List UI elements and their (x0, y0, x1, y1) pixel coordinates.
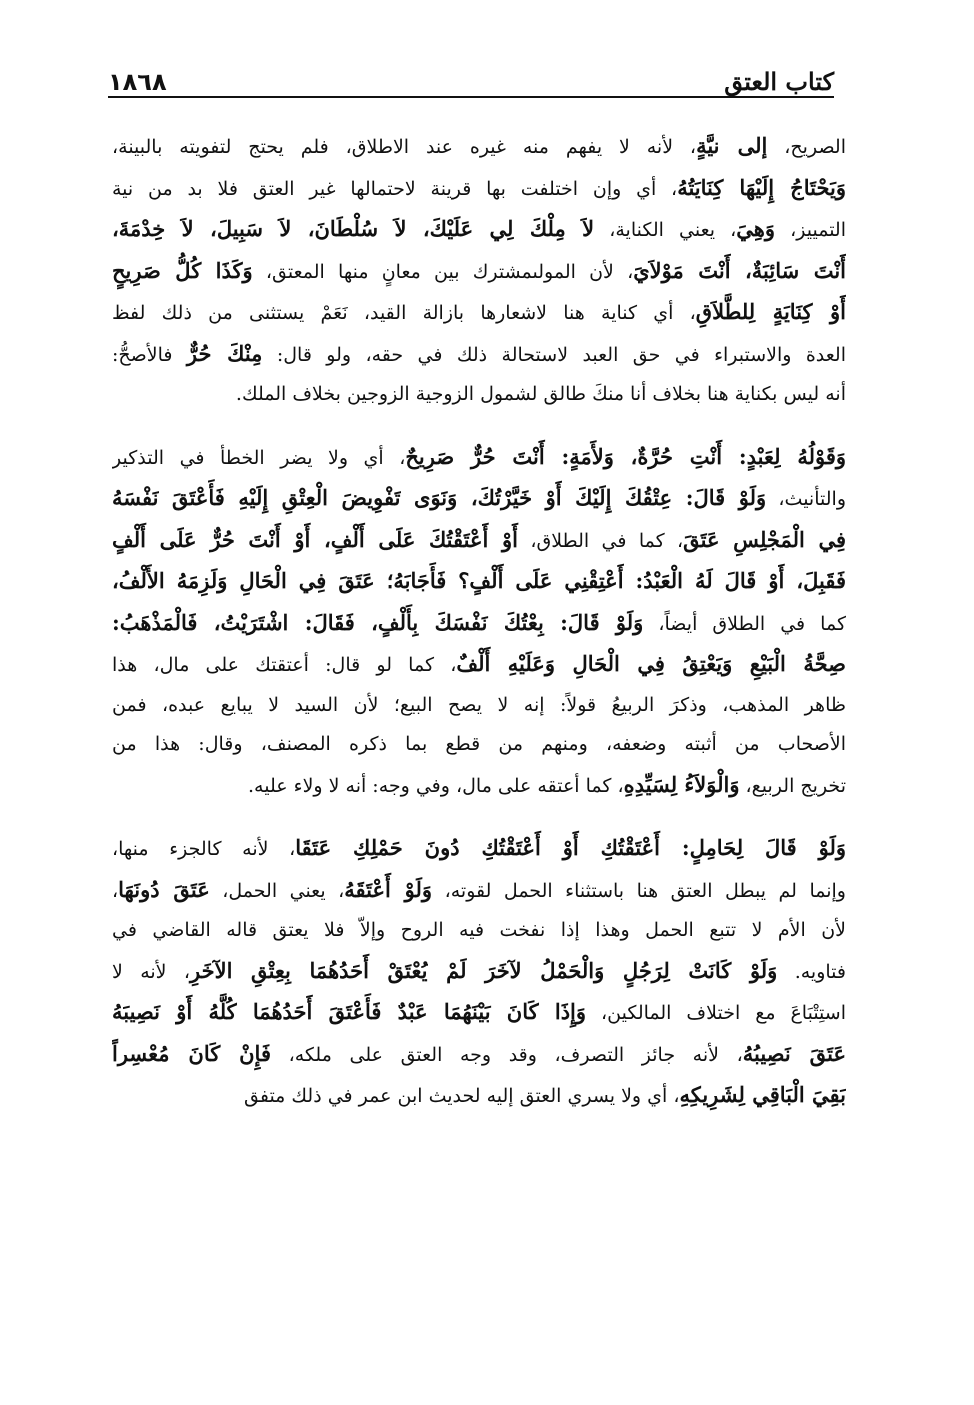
matn-text: وَيَحْتَاجُ إِلَيْهَا كِنَايَتُهُ (677, 174, 846, 200)
matn-text: وَلَوْ قَالَ: عِتْقُكَ إِلَيْكَ أَوْ خَيَّرْتُكَ، وَنَوَى تَفْوِيضَ الْعِتْقِ إِلَيْهِ فَأَعْتَقَ نَفْسَهُ (112, 485, 767, 510)
text-line (112, 292, 846, 334)
text-line (112, 1075, 846, 1117)
matn-text: فَقَبِلَ، أَوْ قَالَ لَهُ الْعَبْدُ: أَعْتِقْنِي عَلَى أَلْفٍ؟ فَأَجَابَهُ؛ عَتَقَ فِي الْحَالِ وَلَزِمَهُ الأَلْفُ، (112, 568, 846, 593)
text-line (112, 126, 846, 168)
paragraph (112, 828, 846, 1117)
sharh-text: فالأصحُّ: (112, 343, 187, 366)
header-rule (108, 96, 834, 98)
matn-text: بَقِيَ الْبَاقِي لِشَرِيكِهِ (679, 1082, 846, 1107)
text-line (112, 828, 846, 870)
matn-text: وَإِذَا كَانَ بَيْنَهُمَا عَبْدٌ فَأَعْتَقَ أَحَدُهُمَا كُلَّهُ أَوْ نَصِيبَهُ (112, 999, 587, 1024)
sharh-text: ، لأنه لا يفهم منه غيره عند الاطلاق، فلم يحتج لتفويته بالبينة، (112, 136, 697, 158)
sharh-text: ، كما أعتقه على مال، وفي وجه: أنه لا ولاء عليه. (248, 774, 624, 797)
sharh-text: التمييز، (775, 219, 846, 241)
paragraph (112, 126, 846, 415)
text-line (112, 725, 846, 765)
sharh-text: لأن الأم لا تتبع الحمل وهذا إذا نفخت فيه الروح وإلاّ فلا يعتق قاله القاضي في (112, 919, 846, 941)
matn-text: مِنْكَ حُرٌّ (186, 340, 263, 366)
text-line (112, 520, 846, 562)
text-line (112, 561, 846, 603)
text-line (112, 765, 846, 807)
sharh-text: ، لأنه جائز التصرف، وقد وجه العتق على ملكه، (270, 1043, 743, 1066)
sharh-text: وإنما لم يبطل العتق هنا باستثناء الحمل لقوته، (432, 879, 846, 902)
text-line (112, 375, 846, 415)
sharh-text: الصريح، (767, 136, 846, 158)
sharh-text: ، لأن المولىمشترك بين معانٍ منها المعتق، (252, 260, 634, 283)
sharh-text: ، لأنه لا (112, 960, 191, 983)
matn-text: وَقَوْلُهُ لِعَبْدٍ: أَنْتِ حُرَّةٌ، وَلأَمَةٍ: أَنْتَ حُرٌّ صَرِيحٌ (405, 443, 846, 469)
sharh-text: ظاهر المذهب، وذكرَ الربيعُ قولاً: إنه لا يصح البيع؛ لأن السيد لا يبايع عبده، فمن (112, 693, 846, 716)
sharh-text: استِتْبَاعَ مع اختلاف المالكين، (586, 1002, 846, 1024)
sharh-text: كما في الطلاق أيضاً، (643, 612, 846, 635)
sharh-text: ، (112, 879, 119, 902)
sharh-text: أنه ليس بكناية هنا بخلاف أنا منكَ طالق لشمول الزوجية الزوجين بخلاف الملك. (235, 383, 846, 405)
text-line (112, 686, 846, 726)
sharh-text: ، أي كناية هنا لاشعارها بازالة القيد، نَعَمْ يستثنى من ذلك لفظ (112, 302, 696, 324)
matn-text: وَهِيَ (736, 216, 776, 241)
text-line (112, 870, 846, 912)
text-line (112, 951, 846, 993)
matn-text: وَلَوْ قَالَ: بِعْتُكَ نَفْسَكَ بِأَلْفٍ، فَقَالَ: اشْتَرَيْتُ، فَالْمَذْهَبُ: (112, 609, 644, 635)
text-line (112, 911, 846, 951)
page-body (112, 126, 846, 1117)
matn-text: وَالْوَلاَءُ لِسَيِّدِهِ (623, 771, 740, 797)
text-line (112, 334, 846, 376)
matn-text: أَوْ كِنَايَةٍ لِلطَّلاَقِ (695, 299, 846, 324)
text-line (112, 1034, 846, 1076)
matn-text: إلى نيَّةٍ (696, 133, 768, 158)
sharh-text: ، أي ولا يسري العتق إليه لحديث ابن عمر في ذلك متفق (243, 1085, 680, 1107)
matn-text: عَتَقَ نَصِيبُهُ (742, 1040, 846, 1066)
text-line (112, 251, 846, 293)
matn-text: أَنْتَ سَائِبَةٌ، أَنْتَ مَوْلاَيَ (633, 257, 846, 283)
paragraph (112, 437, 846, 807)
sharh-text: فتاويه. (777, 960, 846, 983)
text-line (112, 437, 846, 479)
matn-text: وَلَوْ كَانَتْ لِرَجُلٍ وَالْحَمْلُ لآخَرَ لَمْ يُعْتَقْ أَحَدُهُمَا بِعِتْقِ الآخَرِ (190, 957, 778, 983)
sharh-text: والتأنيث، (766, 488, 846, 510)
sharh-text: ، أي وإن اختلفت بها قرينة لاحتمالها غير العتق فلا بد من نية (112, 177, 678, 200)
page-header (108, 56, 834, 96)
matn-text: لاَ مِلْكَ لِي عَلَيْكَ، لاَ سُلْطَانَ، لاَ سَبِيلَ، لاَ خِدْمَةَ، (112, 216, 595, 241)
sharh-text: العدة والاستبراء في حق العبد لاستحالة ذلك في حقه، ولو قال: (262, 343, 846, 366)
text-line (112, 209, 846, 251)
sharh-text: ، يعني الكناية، (594, 219, 737, 241)
text-line (112, 644, 846, 686)
text-line (112, 478, 846, 520)
book-title: كتاب العتق (724, 67, 834, 96)
sharh-text: ، كما في الطلاق، (517, 529, 684, 552)
matn-text: صِحَّةُ الْبَيْعِ وَيَعْتِقُ فِي الْحَالِ وَعَلَيْهِ أَلْفٌ (456, 651, 846, 676)
page-number: ١٨٦٨ (108, 68, 167, 96)
text-line (112, 603, 846, 645)
matn-text: فِي الْمَجْلِسِ عَتَقَ (683, 526, 846, 552)
matn-text: وَلَوْ أَعْتَقَهُ (344, 876, 433, 902)
matn-text: أَوْ أَعْتَقْتُكَ عَلَى أَلْفٍ، أَوْ أَنْتَ حُرٌّ عَلَى أَلْفٍ (112, 526, 518, 552)
sharh-text: تخريج الربيع، (739, 774, 846, 797)
matn-text: وَلَوْ قَالَ لِحَامِلٍ: أَعْتَقْتُكِ أَوْ أَعْتَقْتُكِ دُونَ حَمْلِكِ عَتَقَا (295, 835, 846, 860)
sharh-text: الأصحاب من أثبته وضعفه، ومنهم من قطع بما ذكره المصنف، وقال: هذا من (112, 733, 846, 755)
matn-text: وَكَذَا كُلُّ صَرِيحٍ (112, 257, 253, 283)
matn-text: فَإِنْ كَانَ مُعْسِراً (112, 1040, 271, 1066)
matn-text: عَتَقَ دُونَهَا (118, 876, 210, 902)
sharh-text: ، يعني الحمل، (209, 879, 345, 902)
sharh-text: ، كما لو قال: أعتقتك على مال، هذا (112, 654, 457, 676)
sharh-text: ، لأنه كالجزء منها، (112, 838, 296, 860)
sharh-text: ، أي ولا يضر الخطأ في التذكير (112, 446, 406, 469)
text-line (112, 992, 846, 1034)
text-line (112, 168, 846, 210)
